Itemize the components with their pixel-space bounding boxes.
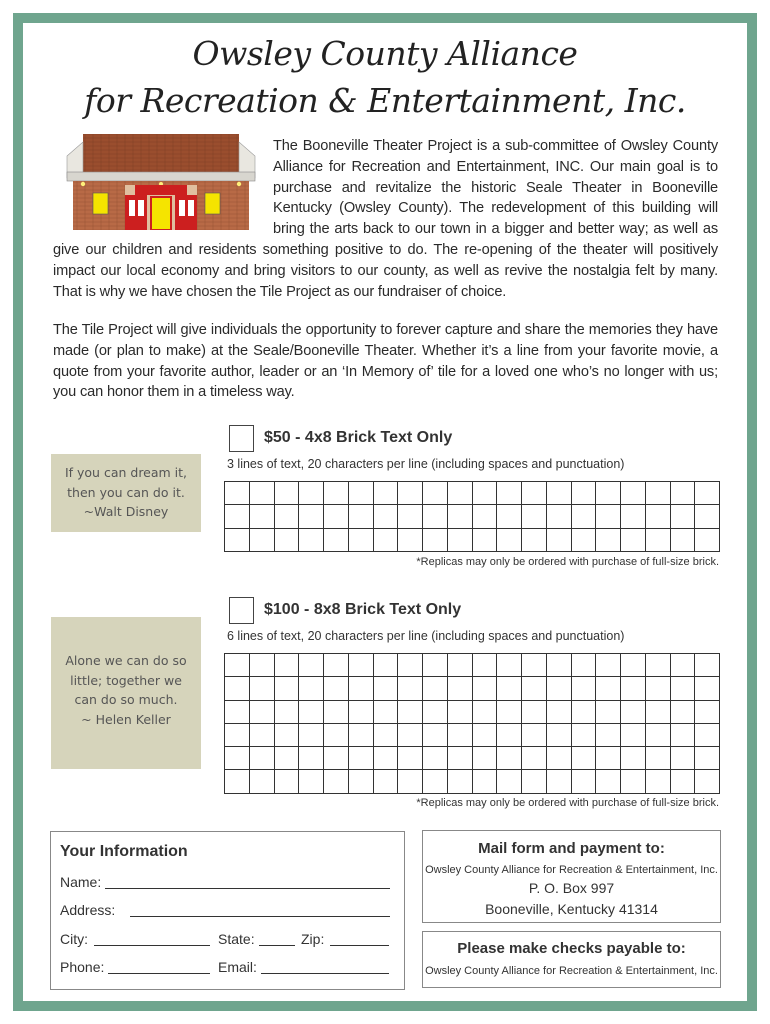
letter-cell[interactable] xyxy=(423,654,448,677)
letter-cell[interactable] xyxy=(348,505,373,528)
letter-cell[interactable] xyxy=(472,677,497,700)
left-window xyxy=(93,193,108,214)
letter-cell[interactable] xyxy=(670,528,695,551)
letter-cell[interactable] xyxy=(299,677,324,700)
letter-cell[interactable] xyxy=(546,700,571,723)
letter-cell[interactable] xyxy=(348,654,373,677)
letter-cell[interactable] xyxy=(348,528,373,551)
letter-cell[interactable] xyxy=(571,723,596,746)
letter-cell[interactable] xyxy=(695,505,720,528)
letter-cell[interactable] xyxy=(348,700,373,723)
letter-cell[interactable] xyxy=(447,700,472,723)
letter-cell[interactable] xyxy=(299,700,324,723)
letter-cell[interactable] xyxy=(249,700,274,723)
city-label: City: xyxy=(60,931,88,947)
letter-cell[interactable] xyxy=(299,482,324,505)
letter-cell[interactable] xyxy=(225,654,250,677)
address-label: Address: xyxy=(60,902,116,918)
option-50-letter-grid[interactable] xyxy=(224,481,720,552)
intro-paragraph xyxy=(53,136,718,302)
letter-cell[interactable] xyxy=(522,677,547,700)
checks-payable-box xyxy=(422,931,721,988)
grid-row xyxy=(225,700,720,723)
letter-cell[interactable] xyxy=(472,505,497,528)
letter-cell[interactable] xyxy=(472,528,497,551)
letter-cell[interactable] xyxy=(324,654,349,677)
letter-cell[interactable] xyxy=(596,723,621,746)
letter-cell[interactable] xyxy=(522,528,547,551)
letter-cell[interactable] xyxy=(447,723,472,746)
letter-cell[interactable] xyxy=(571,482,596,505)
letter-cell[interactable] xyxy=(670,723,695,746)
letter-cell[interactable] xyxy=(522,770,547,793)
letter-cell[interactable] xyxy=(497,505,522,528)
letter-cell[interactable] xyxy=(373,747,398,770)
intro-text: The Booneville Theater Project is a sub-committee of Owsley County Alliance for Recreation and Entertainment, INC. Our main goal is to purchase and revitalize the historic Seale Theater in Booneville Kentucky (Owsley County). The redevelopment of this building will bring the arts back to our town in a bigger and better way; as well as give our children and residents something positive to do. The re-opening of the theater will positively impact our local economy and bring visitors to our county, as well as revive the nostalgia felt by many. That is why we have chosen the Tile Project as our fundraiser of choice. xyxy=(53,138,718,300)
letter-cell[interactable] xyxy=(596,482,621,505)
quote-helen-keller: Alone we can do so little; together we can do so much. ~ Helen Keller xyxy=(51,617,201,769)
letter-cell[interactable] xyxy=(348,770,373,793)
letter-cell[interactable] xyxy=(225,770,250,793)
letter-cell[interactable] xyxy=(645,723,670,746)
letter-cell[interactable] xyxy=(472,770,497,793)
letter-cell[interactable] xyxy=(348,677,373,700)
letter-cell[interactable] xyxy=(423,747,448,770)
letter-cell[interactable] xyxy=(447,654,472,677)
letter-cell[interactable] xyxy=(522,747,547,770)
letter-cell[interactable] xyxy=(324,700,349,723)
option-50-checkbox[interactable] xyxy=(229,425,254,452)
letter-cell[interactable] xyxy=(274,528,299,551)
letter-cell[interactable] xyxy=(596,505,621,528)
letter-cell[interactable] xyxy=(274,654,299,677)
letter-cell[interactable] xyxy=(423,505,448,528)
letter-cell[interactable] xyxy=(324,747,349,770)
letter-cell[interactable] xyxy=(447,505,472,528)
mail-city-state-zip: Booneville, Kentucky 41314 xyxy=(485,901,658,917)
letter-cell[interactable] xyxy=(249,528,274,551)
mail-title: Mail form and payment to: xyxy=(478,840,665,857)
phone-field[interactable] xyxy=(108,973,210,974)
letter-cell[interactable] xyxy=(324,505,349,528)
letter-cell[interactable] xyxy=(670,700,695,723)
quote-walt-disney: If you can dream it, then you can do it. ~Walt Disney xyxy=(51,454,201,532)
letter-cell[interactable] xyxy=(274,747,299,770)
grid-row xyxy=(225,654,720,677)
letter-cell[interactable] xyxy=(348,723,373,746)
letter-cell[interactable] xyxy=(447,528,472,551)
letter-cell[interactable] xyxy=(398,654,423,677)
email-label: Email: xyxy=(218,959,257,975)
address-field[interactable] xyxy=(130,916,390,917)
name-label: Name: xyxy=(60,874,102,890)
email-field[interactable] xyxy=(261,973,389,974)
letter-cell[interactable] xyxy=(249,677,274,700)
letter-cell[interactable] xyxy=(249,654,274,677)
letter-cell[interactable] xyxy=(621,505,646,528)
tile-project-paragraph: The Tile Project will give individuals the opportunity to forever capture and share the memories they have made (or plan to make) at the Seale/Booneville Theater. Whether it’s a line from your favorite movie, a quote from your favorite author, leader or an ‘In Memory of’ tile for a loved one who’s no longer with us; you can honor them in a timeless way. xyxy=(53,322,718,401)
letter-cell[interactable] xyxy=(249,505,274,528)
letter-cell[interactable] xyxy=(398,482,423,505)
letter-cell[interactable] xyxy=(571,654,596,677)
letter-cell[interactable] xyxy=(645,482,670,505)
letter-cell[interactable] xyxy=(596,654,621,677)
letter-cell[interactable] xyxy=(447,677,472,700)
mail-org: Owsley County Alliance for Recreation & Entertainment, Inc. xyxy=(425,864,718,876)
page-title-line2: for Recreation & Entertainment, Inc. xyxy=(84,81,686,120)
grid-row xyxy=(225,723,720,746)
letter-cell[interactable] xyxy=(522,700,547,723)
letter-cell[interactable] xyxy=(249,747,274,770)
mail-to-box xyxy=(422,830,721,923)
letter-cell[interactable] xyxy=(645,677,670,700)
letter-cell[interactable] xyxy=(621,654,646,677)
letter-cell[interactable] xyxy=(299,770,324,793)
letter-cell[interactable] xyxy=(546,528,571,551)
letter-cell[interactable] xyxy=(249,723,274,746)
letter-cell[interactable] xyxy=(670,677,695,700)
grid-row xyxy=(225,747,720,770)
letter-cell[interactable] xyxy=(274,700,299,723)
letter-cell[interactable] xyxy=(596,747,621,770)
letter-cell[interactable] xyxy=(373,654,398,677)
letter-cell[interactable] xyxy=(596,677,621,700)
letter-cell[interactable] xyxy=(398,528,423,551)
letter-cell[interactable] xyxy=(621,723,646,746)
letter-cell[interactable] xyxy=(398,723,423,746)
letter-cell[interactable] xyxy=(472,723,497,746)
letter-cell[interactable] xyxy=(571,770,596,793)
letter-cell[interactable] xyxy=(621,770,646,793)
letter-cell[interactable] xyxy=(497,677,522,700)
page-title-line1: Owsley County Alliance xyxy=(192,34,578,73)
letter-cell[interactable] xyxy=(447,770,472,793)
letter-cell[interactable] xyxy=(571,528,596,551)
option-100-note: *Replicas may only be ordered with purchase of full-size brick. xyxy=(416,797,719,809)
letter-cell[interactable] xyxy=(546,482,571,505)
letter-cell[interactable] xyxy=(398,770,423,793)
letter-cell[interactable] xyxy=(423,723,448,746)
letter-cell[interactable] xyxy=(447,747,472,770)
state-field[interactable] xyxy=(259,945,295,946)
right-window xyxy=(205,193,220,214)
letter-cell[interactable] xyxy=(695,770,720,793)
letter-cell[interactable] xyxy=(621,700,646,723)
letter-cell[interactable] xyxy=(645,700,670,723)
letter-cell[interactable] xyxy=(695,677,720,700)
letter-cell[interactable] xyxy=(546,677,571,700)
letter-cell[interactable] xyxy=(571,505,596,528)
letter-cell[interactable] xyxy=(398,700,423,723)
letter-cell[interactable] xyxy=(670,770,695,793)
letter-cell[interactable] xyxy=(348,482,373,505)
letter-cell[interactable] xyxy=(225,528,250,551)
letter-cell[interactable] xyxy=(596,700,621,723)
letter-cell[interactable] xyxy=(546,723,571,746)
city-field[interactable] xyxy=(94,945,210,946)
letter-cell[interactable] xyxy=(225,677,250,700)
letter-cell[interactable] xyxy=(274,723,299,746)
letter-cell[interactable] xyxy=(299,747,324,770)
letter-cell[interactable] xyxy=(472,654,497,677)
letter-cell[interactable] xyxy=(571,677,596,700)
letter-cell[interactable] xyxy=(497,723,522,746)
letter-cell[interactable] xyxy=(695,700,720,723)
letter-cell[interactable] xyxy=(621,528,646,551)
letter-cell[interactable] xyxy=(522,654,547,677)
letter-cell[interactable] xyxy=(373,677,398,700)
mail-po-box: P. O. Box 997 xyxy=(528,880,615,896)
letter-cell[interactable] xyxy=(249,770,274,793)
option-100-letter-grid[interactable] xyxy=(224,653,720,794)
option-50-subtitle: 3 lines of text, 20 characters per line (including spaces and punctuation) xyxy=(227,457,625,471)
zip-field[interactable] xyxy=(330,945,389,946)
your-information-box xyxy=(50,831,405,990)
letter-cell[interactable] xyxy=(373,528,398,551)
checks-title: Please make checks payable to: xyxy=(457,940,686,957)
letter-cell[interactable] xyxy=(249,482,274,505)
letter-cell[interactable] xyxy=(299,528,324,551)
option-50-note: *Replicas may only be ordered with purchase of full-size brick. xyxy=(416,556,719,568)
letter-cell[interactable] xyxy=(596,770,621,793)
letter-cell[interactable] xyxy=(225,723,250,746)
letter-cell[interactable] xyxy=(497,700,522,723)
letter-cell[interactable] xyxy=(373,482,398,505)
letter-cell[interactable] xyxy=(695,528,720,551)
grid-row xyxy=(225,528,720,551)
letter-cell[interactable] xyxy=(373,770,398,793)
letter-cell[interactable] xyxy=(546,505,571,528)
grid-row xyxy=(225,677,720,700)
letter-cell[interactable] xyxy=(645,654,670,677)
letter-cell[interactable] xyxy=(373,723,398,746)
letter-cell[interactable] xyxy=(472,482,497,505)
zip-label: Zip: xyxy=(301,931,325,947)
letter-cell[interactable] xyxy=(571,700,596,723)
letter-cell[interactable] xyxy=(423,700,448,723)
letter-cell[interactable] xyxy=(645,747,670,770)
grid-row xyxy=(225,505,720,528)
option-100-title: $100 - 8x8 Brick Text Only xyxy=(264,601,462,618)
letter-cell[interactable] xyxy=(423,528,448,551)
letter-cell[interactable] xyxy=(695,654,720,677)
grid-row xyxy=(225,482,720,505)
option-100-checkbox[interactable] xyxy=(229,597,254,624)
letter-cell[interactable] xyxy=(398,747,423,770)
letter-cell[interactable] xyxy=(645,770,670,793)
letter-cell[interactable] xyxy=(225,482,250,505)
letter-cell[interactable] xyxy=(645,528,670,551)
letter-cell[interactable] xyxy=(522,723,547,746)
letter-cell[interactable] xyxy=(472,747,497,770)
letter-cell[interactable] xyxy=(645,505,670,528)
letter-cell[interactable] xyxy=(423,770,448,793)
letter-cell[interactable] xyxy=(324,677,349,700)
theater-illustration xyxy=(61,134,261,230)
letter-cell[interactable] xyxy=(497,747,522,770)
letter-cell[interactable] xyxy=(546,654,571,677)
letter-cell[interactable] xyxy=(225,700,250,723)
letter-cell[interactable] xyxy=(596,528,621,551)
letter-cell[interactable] xyxy=(398,505,423,528)
grid-row xyxy=(225,770,720,793)
letter-cell[interactable] xyxy=(546,747,571,770)
state-label: State: xyxy=(218,931,255,947)
letter-cell[interactable] xyxy=(299,723,324,746)
letter-cell[interactable] xyxy=(695,747,720,770)
letter-cell[interactable] xyxy=(299,654,324,677)
letter-cell[interactable] xyxy=(423,677,448,700)
letter-cell[interactable] xyxy=(373,700,398,723)
letter-cell[interactable] xyxy=(695,723,720,746)
letter-cell[interactable] xyxy=(472,700,497,723)
letter-cell[interactable] xyxy=(423,482,448,505)
checks-org: Owsley County Alliance for Recreation & Entertainment, Inc. xyxy=(425,965,718,977)
option-50-title: $50 - 4x8 Brick Text Only xyxy=(264,429,453,446)
letter-cell[interactable] xyxy=(546,770,571,793)
letter-cell[interactable] xyxy=(225,505,250,528)
letter-cell[interactable] xyxy=(225,747,250,770)
letter-cell[interactable] xyxy=(373,505,398,528)
letter-cell[interactable] xyxy=(348,747,373,770)
letter-cell[interactable] xyxy=(324,723,349,746)
name-field[interactable] xyxy=(105,888,390,889)
letter-cell[interactable] xyxy=(324,770,349,793)
letter-cell[interactable] xyxy=(299,505,324,528)
letter-cell[interactable] xyxy=(670,505,695,528)
letter-cell[interactable] xyxy=(497,528,522,551)
letter-cell[interactable] xyxy=(497,654,522,677)
letter-cell[interactable] xyxy=(621,677,646,700)
letter-cell[interactable] xyxy=(621,482,646,505)
letter-cell[interactable] xyxy=(670,747,695,770)
letter-cell[interactable] xyxy=(497,770,522,793)
phone-label: Phone: xyxy=(60,959,105,975)
option-100-subtitle: 6 lines of text, 20 characters per line (including spaces and punctuation) xyxy=(227,629,625,643)
letter-cell[interactable] xyxy=(274,482,299,505)
letter-cell[interactable] xyxy=(274,505,299,528)
letter-cell[interactable] xyxy=(670,482,695,505)
letter-cell[interactable] xyxy=(522,482,547,505)
letter-cell[interactable] xyxy=(522,505,547,528)
letter-cell[interactable] xyxy=(670,654,695,677)
letter-cell[interactable] xyxy=(621,747,646,770)
letter-cell[interactable] xyxy=(695,482,720,505)
letter-cell[interactable] xyxy=(324,528,349,551)
your-information-title: Your Information xyxy=(60,843,188,860)
letter-cell[interactable] xyxy=(324,482,349,505)
letter-cell[interactable] xyxy=(398,677,423,700)
letter-cell[interactable] xyxy=(497,482,522,505)
letter-cell[interactable] xyxy=(571,747,596,770)
letter-cell[interactable] xyxy=(274,677,299,700)
letter-cell[interactable] xyxy=(274,770,299,793)
letter-cell[interactable] xyxy=(447,482,472,505)
